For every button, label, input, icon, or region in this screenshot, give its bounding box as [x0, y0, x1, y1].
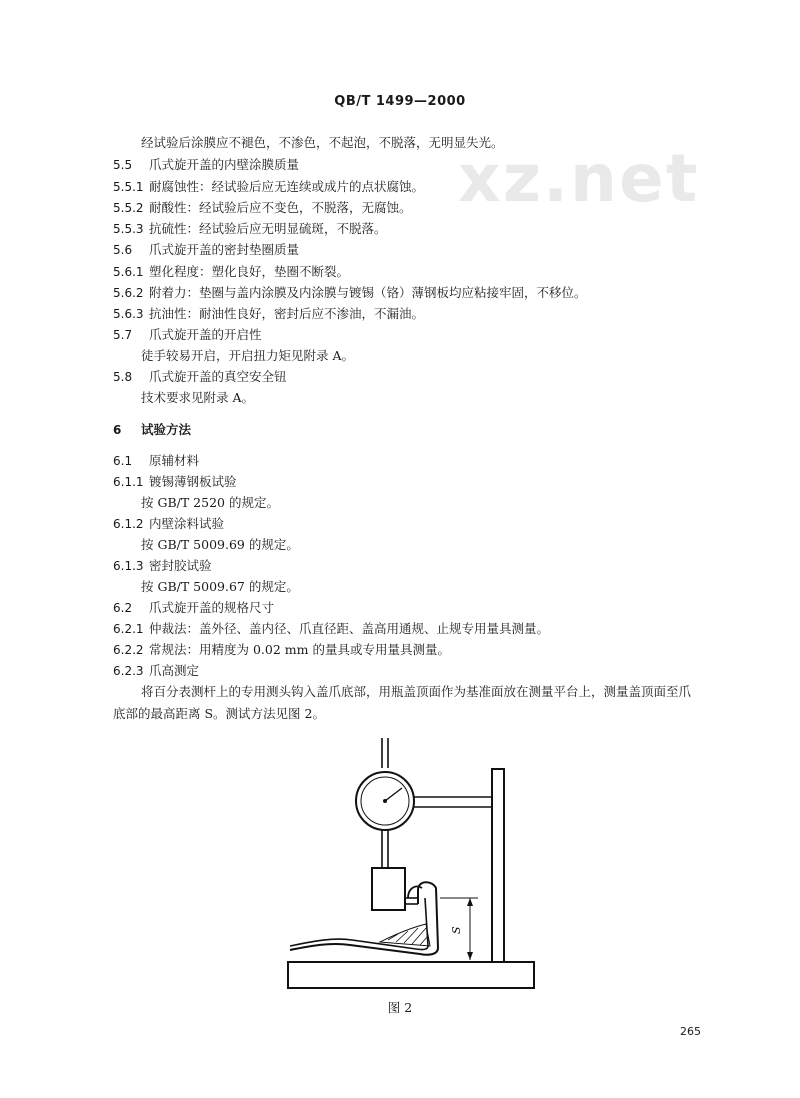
- probe-head: [372, 868, 405, 910]
- clause: [113, 642, 450, 658]
- clause-text: 常规法：用精度为 0.02 mm 的量具或专用量具测量。: [149, 642, 450, 657]
- clause-number: 6.2: [113, 601, 133, 615]
- section-title: 试验方法: [141, 422, 192, 437]
- clause-heading: [113, 474, 237, 490]
- clause-title: 镀锡薄钢板试验: [149, 474, 237, 489]
- page-header: QB/T 1499—2000: [334, 94, 466, 109]
- measuring-platform: [288, 962, 534, 988]
- clause-title: 爪高测定: [149, 663, 200, 678]
- cap-profile: [290, 882, 438, 955]
- clause-number: 6.1.1: [113, 475, 144, 489]
- clause: [113, 285, 587, 301]
- clause-heading: [113, 600, 274, 616]
- clause-number: 5.6.3: [113, 307, 144, 321]
- clause: [113, 221, 387, 237]
- line-text: 按 GB/T 5009.69 的规定。: [141, 537, 299, 552]
- clause-heading: [113, 369, 287, 385]
- clause-number: 6.1.2: [113, 517, 144, 531]
- line-text: 按 GB/T 2520 的规定。: [141, 495, 279, 510]
- clause-number: 6.2.3: [113, 664, 144, 678]
- clause-number: 5.5: [113, 158, 133, 172]
- clause-title: 爪式旋开盖的真空安全钮: [149, 369, 287, 384]
- clause: [113, 264, 349, 280]
- clause-number: 6.2.2: [113, 643, 144, 657]
- clause-text: 耐腐蚀性：经试验后应无连续或成片的点状腐蚀。: [149, 179, 425, 194]
- clause-heading: [113, 242, 299, 258]
- line-text: 技术要求见附录 A。: [141, 390, 255, 405]
- line-text: 经试验后涂膜应不褪色，不渗色，不起泡，不脱落，无明显失光。: [141, 135, 504, 150]
- clause-heading: [113, 516, 224, 532]
- clause-number: 6.2.1: [113, 622, 144, 636]
- clause: [113, 621, 549, 637]
- clause-title: 爪式旋开盖的密封垫圈质量: [149, 242, 300, 257]
- clause-number: 6.1: [113, 454, 133, 468]
- clause-number: 5.6.1: [113, 265, 144, 279]
- watermark: xz.net: [458, 140, 700, 217]
- clause-heading: [113, 663, 199, 679]
- text-line: [141, 348, 354, 364]
- clause-number: 5.7: [113, 328, 133, 342]
- section-number: 6: [113, 423, 122, 437]
- clause-title: 密封胶试验: [149, 558, 212, 573]
- clause-title: 爪式旋开盖的开启性: [149, 327, 262, 342]
- figure-2-diagram: [280, 728, 540, 998]
- clause-number: 6.1.3: [113, 559, 144, 573]
- text-line: [141, 537, 299, 553]
- text-line: [141, 390, 254, 406]
- text-line: [141, 579, 299, 595]
- clause-text: 塑化程度：塑化良好，垫圈不断裂。: [149, 264, 350, 279]
- figure-caption: 图 2: [387, 1000, 413, 1015]
- clause-number: 5.6.2: [113, 286, 144, 300]
- clause-heading: [113, 453, 199, 469]
- clause-title: 原辅材料: [149, 453, 200, 468]
- clause-heading: [113, 157, 299, 173]
- clause-title: 内壁涂料试验: [149, 516, 225, 531]
- clause: [113, 179, 424, 195]
- clause-title: 爪式旋开盖的内壁涂膜质量: [149, 157, 300, 172]
- clause-heading: [113, 327, 262, 343]
- page-number: 265: [680, 1025, 701, 1038]
- stand-column: [492, 769, 504, 963]
- clause-number: 5.5.2: [113, 201, 144, 215]
- clause-number: 5.6: [113, 243, 133, 257]
- line-text: 徒手较易开启，开启扭力矩见附录 A。: [141, 348, 355, 363]
- clause-text: 仲裁法：盖外径、盖内径、爪直径距、盖高用通规、止规专用量具测量。: [149, 621, 550, 636]
- clause-number: 5.8: [113, 370, 133, 384]
- text-line: [141, 135, 504, 151]
- clause: [113, 200, 412, 216]
- clause-heading: [113, 558, 212, 574]
- clause: [113, 306, 424, 322]
- clause-text: 抗硫性：经试验后应无明显硫斑，不脱落。: [149, 221, 387, 236]
- clause-text: 耐酸性：经试验后应不变色，不脱落，无腐蚀。: [149, 200, 412, 215]
- section-heading: [113, 422, 191, 438]
- dimension-label-s: S: [450, 926, 463, 934]
- paragraph: 将百分表测杆上的专用测头钩入盖爪底部，用瓶盖顶面作为基准面放在测量平台上，测量盖顶面至爪底部的最高距离 S。测试方法见图 2。: [113, 684, 692, 721]
- text-line: [141, 495, 279, 511]
- clause-number: 5.5.1: [113, 180, 144, 194]
- clause-number: 5.5.3: [113, 222, 144, 236]
- clause-text: 抗油性：耐油性良好，密封后应不渗油，不漏油。: [149, 306, 425, 321]
- clause-text: 附着力：垫圈与盖内涂膜及内涂膜与镀锡（铬）薄钢板均应粘接牢固，不移位。: [149, 285, 587, 300]
- line-text: 按 GB/T 5009.67 的规定。: [141, 579, 299, 594]
- clause-title: 爪式旋开盖的规格尺寸: [149, 600, 275, 615]
